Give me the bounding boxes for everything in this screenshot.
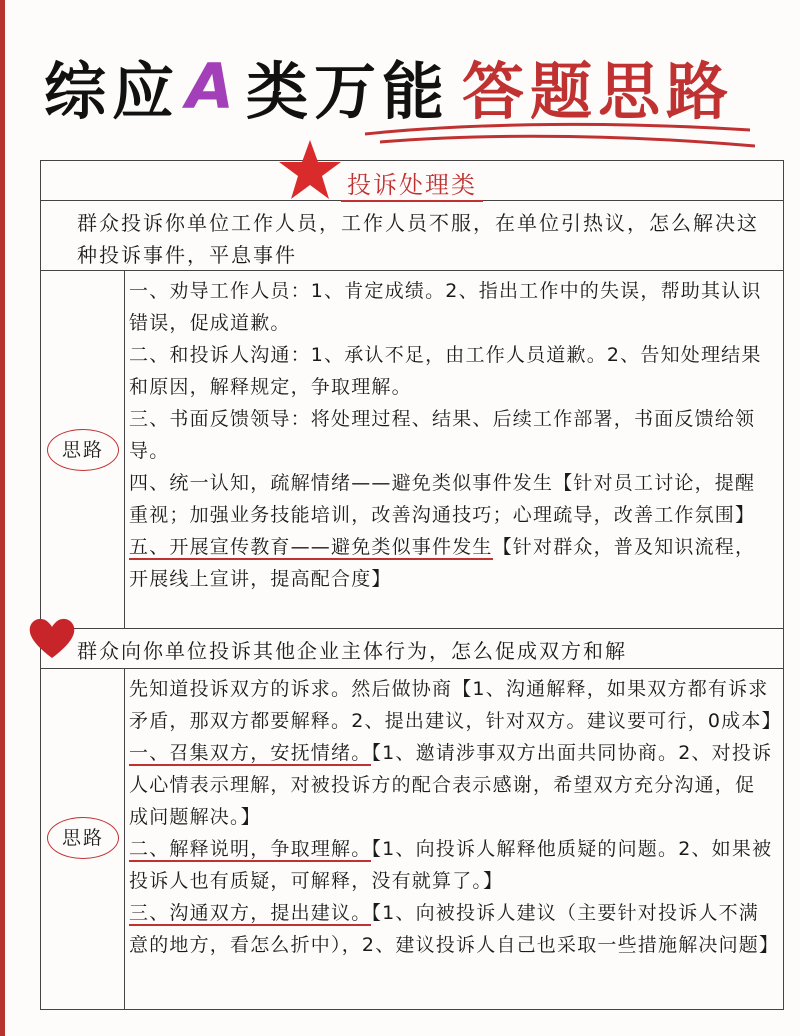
answer-2-point-2-heading: 二、解释说明，争取理解。 — [129, 838, 372, 860]
answer-2-point-3-detail: 【1、向被投诉人建议（主要针对投诉人不满意的地方，看怎么折中），2、建议投诉人自己也采取一些措施解决问题】 — [129, 902, 780, 956]
title-part3: 答题思路 — [462, 54, 735, 128]
answer-1-point-5-detail: 【针对群众，普及知识流程，开展线上宣讲，提高配合度】 — [129, 536, 756, 590]
title-underline-squiggle — [360, 116, 760, 156]
answer-2-point-3-heading: 三、沟通双方，提出建议。 — [129, 902, 372, 924]
title-part2: 类万能 — [246, 54, 451, 128]
title-part1: 综应 — [44, 54, 181, 128]
answer-1-content — [129, 275, 773, 595]
question-2-text: 群众向你单位投诉其他企业主体行为，怎么促成双方和解 — [77, 639, 627, 663]
answer-2-point-2-detail: 【1、向投诉人解释他质疑的问题。2、如果被投诉人也有质疑，可解释，没有就算了。】 — [129, 838, 773, 892]
answer-1-point-3: 三、书面反馈领导：将处理过程、结果、后续工作部署，书面反馈给领导。 — [129, 408, 756, 462]
answer-2-point-3 — [129, 897, 780, 961]
answer-2-point-1-detail: 【1、邀请涉事双方出面共同协商。2、对投诉人心情表示理解，对被投诉方的配合表示感谢，希望双方充分沟通，促成问题解决。】 — [129, 742, 773, 828]
answer-1-point-5-heading: 五、开展宣传教育——避免类似事件发生 — [129, 536, 493, 558]
question-1-text: 群众投诉你单位工作人员，工作人员不服，在单位引热议，怎么解决这种投诉事件，平息事件 — [77, 211, 759, 267]
answer-2-label: 思路 — [47, 817, 119, 859]
answer-1-label-col — [41, 271, 125, 628]
answer-2-row — [41, 669, 783, 1009]
left-margin-rule — [0, 0, 5, 1036]
section-heading-row — [41, 161, 783, 201]
answer-2-point-1 — [129, 737, 773, 833]
answer-1-point-5 — [129, 531, 773, 595]
question-1-row — [41, 201, 783, 271]
section-heading: 投诉处理类 — [341, 165, 483, 202]
answer-2-point-1-heading: 一、召集双方，安抚情绪。 — [129, 742, 372, 764]
answer-2-content — [129, 673, 782, 961]
answer-1-row — [41, 271, 783, 629]
answer-2-point-2 — [129, 833, 773, 897]
answer-1-point-2: 二、和投诉人沟通：1、承认不足，由工作人员道歉。2、告知处理结果和原因，解释规定，争取理解。 — [129, 344, 762, 398]
answer-1-label: 思路 — [47, 429, 119, 471]
heart-icon — [28, 616, 76, 660]
answer-2-intro: 先知道投诉双方的诉求。然后做协商【1、沟通解释，如果双方都有诉求矛盾，那双方都要解释。2、提出建议，针对双方。建议要可行，0成本】 — [129, 678, 782, 732]
answer-1-point-1: 一、劝导工作人员：1、肯定成绩。2、指出工作中的失误，帮助其认识错误，促成道歉。 — [129, 280, 762, 334]
content-table — [40, 160, 784, 1010]
title-accent-letter: A — [186, 49, 240, 123]
question-2-row — [41, 629, 783, 669]
star-icon — [278, 138, 342, 202]
answer-2-label-col — [41, 669, 125, 1009]
answer-1-point-4: 四、统一认知，疏解情绪——避免类似事件发生【针对员工讨论，提醒重视；加强业务技能培训，改善沟通技巧；心理疏导，改善工作氛围】 — [129, 472, 756, 526]
